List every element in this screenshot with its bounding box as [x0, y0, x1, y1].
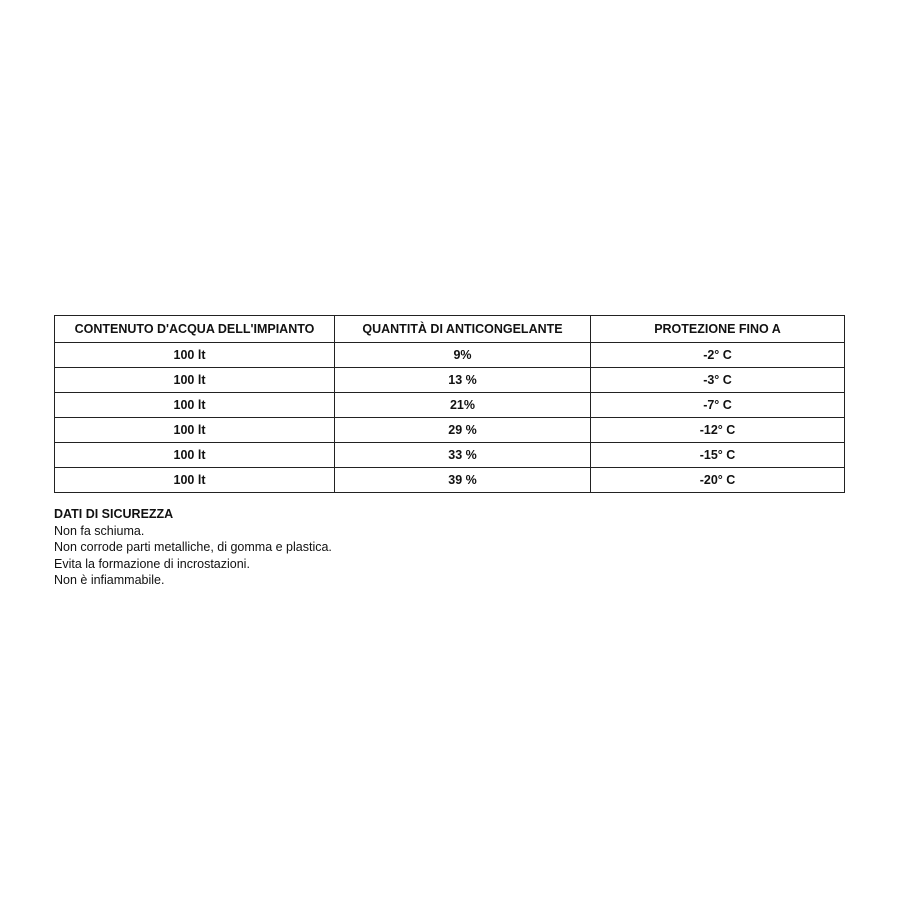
safety-line: Non fa schiuma. — [54, 523, 145, 538]
cell-water-content: 100 lt — [55, 418, 335, 443]
cell-protection: -3° C — [591, 368, 845, 393]
cell-antifreeze-quantity: 13 % — [335, 368, 591, 393]
cell-protection: -7° C — [591, 393, 845, 418]
cell-protection: -2° C — [591, 343, 845, 368]
cell-water-content: 100 lt — [55, 468, 335, 493]
cell-antifreeze-quantity: 9% — [335, 343, 591, 368]
cell-water-content: 100 lt — [55, 393, 335, 418]
table-row — [55, 368, 845, 393]
header-protection: PROTEZIONE FINO A — [591, 316, 845, 343]
cell-protection: -15° C — [591, 443, 845, 468]
safety-line: Non è infiammabile. — [54, 573, 165, 587]
table-row — [55, 468, 845, 493]
cell-antifreeze-quantity: 33 % — [335, 443, 591, 468]
cell-water-content: 100 lt — [55, 443, 335, 468]
cell-protection: -20° C — [591, 468, 845, 493]
cell-antifreeze-quantity: 21% — [335, 393, 591, 418]
table-row — [55, 443, 845, 468]
safety-data-section — [54, 506, 844, 589]
table-row — [55, 343, 845, 368]
table-row — [55, 418, 845, 443]
product-spec-document — [54, 315, 844, 589]
header-antifreeze-quantity: QUANTITÀ DI ANTICONGELANTE — [335, 316, 591, 343]
table-header-row — [55, 316, 845, 343]
cell-antifreeze-quantity: 39 % — [335, 468, 591, 493]
safety-line: Evita la formazione di incrostazioni. — [54, 556, 250, 571]
header-water-content: CONTENUTO D'ACQUA DELL'IMPIANTO — [55, 316, 335, 343]
safety-title: DATI DI SICUREZZA — [54, 507, 174, 521]
safety-line: Non corrode parti metalliche, di gomma e plastica. — [54, 540, 332, 554]
cell-water-content: 100 lt — [55, 368, 335, 393]
table-row — [55, 393, 845, 418]
cell-protection: -12° C — [591, 418, 845, 443]
cell-water-content: 100 lt — [55, 343, 335, 368]
antifreeze-table — [54, 315, 845, 493]
cell-antifreeze-quantity: 29 % — [335, 418, 591, 443]
